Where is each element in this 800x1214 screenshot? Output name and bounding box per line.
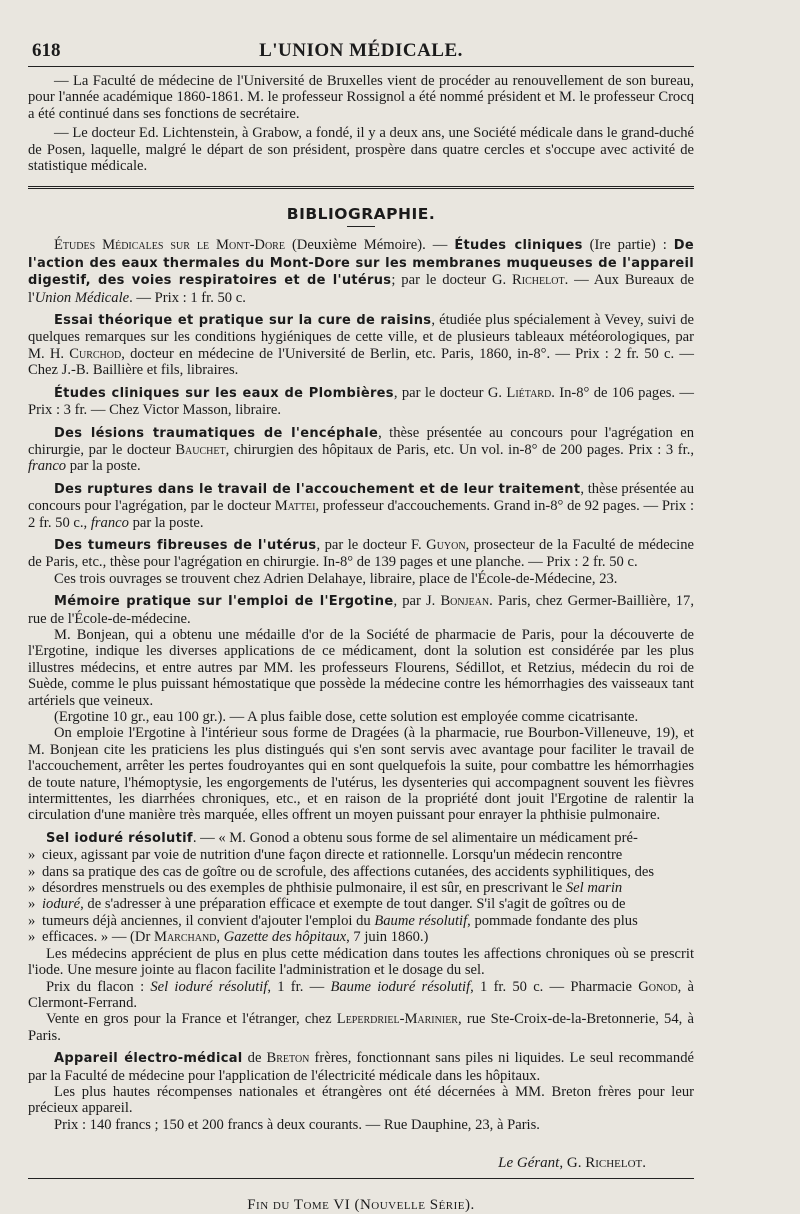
bibliography-entry [28,537,694,587]
entry-lead: Appareil électro-médical [54,1051,243,1067]
bibliography-entry: Sel ioduré résolutif. — « M. Gonod a obtenu sous forme de sel alimentaire un médicament pré- » cieux, agissant par voie de nutrition d'une façon directe et rationnelle. Lorsqu'un médecin rencontre » dans sa pratique des cas de goître ou de scrofule, des affections cutanées, des accidents syphilitiques, des » désordres menstruels ou des exemples de phthisie pulmonaire, il est sûr, en prescrivant le Sel marin » ioduré, de s'adresser à une préparation efficace et exempte de tout danger. S'il s'agit de goîtres ou de » tumeurs déjà anciennes, il convient d'ajouter l'emploi du Baume résolutif, pommade fondante des plus » efficaces. » — (Dr Marchand, Gazette des hôpitaux, 7 juin 1860.) Les médecins apprécient de plus en plus cette médication dans toutes les affections chroniques où se prescrit l'iode. Une mesure jointe au flacon facilite l'administration et le dosage du sel. Prix du flacon : Sel ioduré résolutif, 1 fr. — Baume ioduré résolutif, 1 fr. 50 c. — Pharmacie Gonod, à Clermont-Ferrand. Vente en gros pour la France et l'étranger, chez Leperdriel-Marinier, rue Ste-Croix-de-la-Bretonnerie, 54, à Paris. [28,829,694,1044]
running-title: L'UNION MÉDICALE. [259,40,463,61]
entry-text: , professeur d'accouchements. Grand in-8° de 92 pages. — Prix : 2 fr. 50 c., [28,498,694,531]
news-item: — Le docteur Ed. Lichtenstein, à Grabow, a fondé, il y a deux ans, une Société médicale dans le grand-duché de Posen, laquelle, malgré le départ de son président, prospère dans quatre cercles et s'occupe avec activité de statistique médicale. [28,125,694,175]
quote-line: , de s'adresser à une préparation efficace et exempte de tout danger. S'il s'agit de goîtres ou de [80,896,626,913]
author-name: Gonod [638,978,678,995]
bibliography-entry [28,1050,694,1133]
entry-paragraph: Les plus hautes récompenses nationales et étrangères ont été décernées à MM. Breton frères pour leur précieux appareil. [28,1083,694,1117]
entry-italic: Baume résolutif [374,912,468,929]
entry-lead: Des lésions traumatiques de l'encéphale [54,425,379,441]
quote-line: , [216,929,224,946]
quote-line: , pommade fondante des plus [467,912,638,929]
entry-italic: Baume ioduré résolutif [330,978,471,995]
quote-line: efficaces. » — (Dr [42,929,154,946]
entry-text: (Ire partie) : [582,237,674,254]
entry-lead: Essai théorique et pratique sur la cure de raisins [54,313,432,329]
entry-paragraph: Les médecins apprécient de plus en plus cette médication dans toutes les affections chroniques où se prescrit l'iode. Une mesure jointe au flacon facilite l'administration et le dosage du sel. [28,945,694,979]
entry-text: . — « M. Gonod a obtenu sous forme de sel alimentaire un médicament pré- [192,829,638,846]
signature-name: G. Richelot. [566,1155,646,1172]
author-name: Richelot [512,272,565,289]
quote-line: dans sa pratique des cas de goître ou de scrofule, des affections cutanées, des accidents syphilitiques, des [42,863,655,880]
author-name: Leperdriel-Marinier [336,1011,458,1028]
entry-lead: Études cliniques [454,238,583,254]
quote-line: , 7 juin 1860.) [346,929,429,946]
section-divider [28,186,694,189]
entry-italic: Gazette des hôpitaux [223,929,347,946]
page-number: 618 [32,40,61,61]
entry-text: , prosecteur de la Faculté de médecine de Paris, etc., thèse pour l'agrégation en chirurgie. In-8° de 139 pages et une planche. — Prix : 2 fr. 50 c. [28,536,694,571]
entry-italic: Union Médicale [34,289,130,306]
entry-italic: ioduré [42,896,81,913]
entry-text: , étudiée plus spécialement à Vevey, suivi de quelques remarques sur les conditions hygiéniques de cette ville, et de plusieurs tableaux météorologiques, par M. H. [28,312,694,362]
signature: Le Gérant, G. Richelot. [498,1155,646,1172]
news-section [28,73,694,174]
entry-lead: De l'action des eaux thermales du Mont-Dore sur les membranes muqueuses de l'appareil digestif, des voies respiratoires et de l'utérus [28,238,694,289]
entry-lead: Des tumeurs fibreuses de l'utérus [54,537,317,553]
author-name: Breton [266,1050,310,1067]
bibliography-entry [28,385,694,419]
entry-italic: Sel ioduré résolutif [150,978,268,995]
author-name: Bonjean [440,593,490,610]
signature-label: Le Gérant [498,1155,560,1172]
entry-text: , 1 fr. 50 c. — Pharmacie [470,978,639,995]
entry-title: Études Médicales sur le Mont-Dore [54,237,285,254]
entry-text: frères, fonctionnant sans piles ni liquides. Le seul recommandé par la Faculté de médecine pour l'application de l'électricité médicale dans les hôpitaux. [28,1050,694,1084]
entry-lead: Des ruptures dans le travail de l'accouchement et de leur traitement [54,481,581,497]
entry-text: par la poste. [66,458,141,475]
entry-paragraph: Prix : 140 francs ; 150 et 200 francs à deux courants. — Rue Dauphine, 23, à Paris. [54,1116,540,1133]
entry-lead: Mémoire pratique sur l'emploi de l'Ergotine [54,594,394,610]
entry-text: ; par le docteur G. [391,272,513,289]
entry-lead: Sel ioduré résolutif [46,830,193,846]
entry-paragraph: On emploie l'Ergotine à l'intérieur sous forme de Dragées (à la pharmacie, rue Bourbon-Villeneuve, 19), et M. Bonjean cite les praticiens les plus distingués qui s'en sont servis avec avantage pour faciliter le travail de l'accouchement, arrêter les pertes foudroyantes qui en sont quelquefois la suite, pour combattre les hémorrhagies de toute nature, l'hémoptysie, les engorgements de l'utérus, les dysenteries qui accompagnent souvent les fièvres intermittentes, les diarrhées chroniques, etc., et en raison de la propriété dont jouit l'Ergotine de ralentir la circulation d'une manière très marquée, elles offrent un moyen puissant pour enrayer la phthisie pulmonaire. [28,725,694,824]
title-rule [347,226,375,227]
quote-line: tumeurs déjà anciennes, il convient d'ajouter l'emploi du [42,912,375,929]
bibliography-entry [28,237,694,306]
entry-text: , par le docteur G. [393,384,507,401]
entry-text: , chirurgien des hôpitaux de Paris, etc. Un vol. in-8° de 200 pages. Prix : 3 fr., [225,441,694,458]
author-name: Guyon [426,536,466,553]
author-name: Marchand [153,929,217,946]
author-name: Bauchet [175,441,226,458]
entry-text: , thèse présentée au concours pour l'agrégation en chirurgie, par le docteur [28,424,694,458]
entry-paragraph: M. Bonjean, qui a obtenu une médaille d'or de la Société de pharmacie de Paris, pour la découverte de l'Ergotine, indique les diverses applications de ce médicament, dont la solution est considérée par les plus illustres médecins, et entre autres par MM. les professeurs Flourens, Sédillot, et Retzius, médecin du roi de Suède, comme le plus puissant hémostatique que possède la médecine contre les hémorrhagies des vaisseaux tant artériels que veineux. [28,626,694,709]
footer-rule [28,1178,694,1179]
bibliography-entry [28,425,694,475]
entry-text: , rue Ste-Croix-de-la-Bretonnerie, 54, à Paris. [28,1011,694,1044]
section-title: BIBLIOGRAPHIE. [286,205,436,224]
entry-text: par la poste. [128,514,204,531]
entry-note: Ces trois ouvrages se trouvent chez Adrien Delahaye, libraire, place de l'École-de-Médecine, 23. [54,570,618,587]
entry-text: , 1 fr. — [267,978,331,995]
bibliography-entry [28,481,694,531]
end-of-volume-note: Fin du Tome VI (Nouvelle Série). [247,1197,475,1214]
bibliography-entry [28,312,694,379]
quote-line: désordres menstruels ou des exemples de phthisie pulmonaire, il est sûr, en prescrivant le [42,880,566,897]
quote-line: cieux, agissant par voie de nutrition d'une façon directe et rationnelle. Lorsqu'un médecin rencontre [42,847,623,864]
entry-italic: franco [90,514,129,531]
entry-text: , par le docteur F. [316,536,427,553]
entry-italic: Sel marin [565,880,623,897]
bibliography-entry [28,593,694,824]
entry-text: . — Prix : 1 fr. 50 c. [129,289,246,306]
entry-text: , docteur en médecine de l'Université de Berlin, etc. Paris, 1860, in-8°. — Prix : 2 fr. 50 c. — Chez J.-B. Baillière et fils, libraires. [28,345,694,379]
entry-text: Prix du flacon : [46,978,151,995]
entry-text: , par J. [393,593,441,610]
entry-text: (Deuxième Mémoire). — [284,237,455,254]
page-header [28,38,694,66]
news-item: — La Faculté de médecine de l'Université de Bruxelles vient de procéder au renouvellement de son bureau, pour l'année académique 1860-1861. M. le professeur Rossignol a été nommé président et M. le professeur Crocq a été continué dans ses fonctions de secrétaire. [28,73,694,122]
entry-text: . In-8° de 106 pages. — Prix : 3 fr. — Chez Victor Masson, libraire. [28,384,694,419]
author-name: Curchod [69,345,122,362]
entry-text: , thèse présentée au concours pour l'agrégation, par le docteur [28,480,694,515]
entry-italic: franco [28,458,67,475]
entry-text: de [242,1050,267,1067]
header-rule [28,66,694,67]
entry-text: . — Aux Bureaux de l' [28,272,694,306]
entry-text: . Paris, chez Germer-Baillière, 17, rue de l'École-de-médecine. [28,593,694,627]
entry-lead: Études cliniques sur les eaux de Plombières [54,385,394,401]
entry-paragraph: (Ergotine 10 gr., eau 100 gr.). — A plus faible dose, cette solution est employée comme cicatrisante. [54,709,639,725]
author-name: Mattei [274,498,316,515]
author-name: Liétard [506,384,552,401]
entry-text: Vente en gros pour la France et l'étranger, chez [46,1011,337,1028]
entry-text: , à Clermont-Ferrand. [28,978,694,1011]
